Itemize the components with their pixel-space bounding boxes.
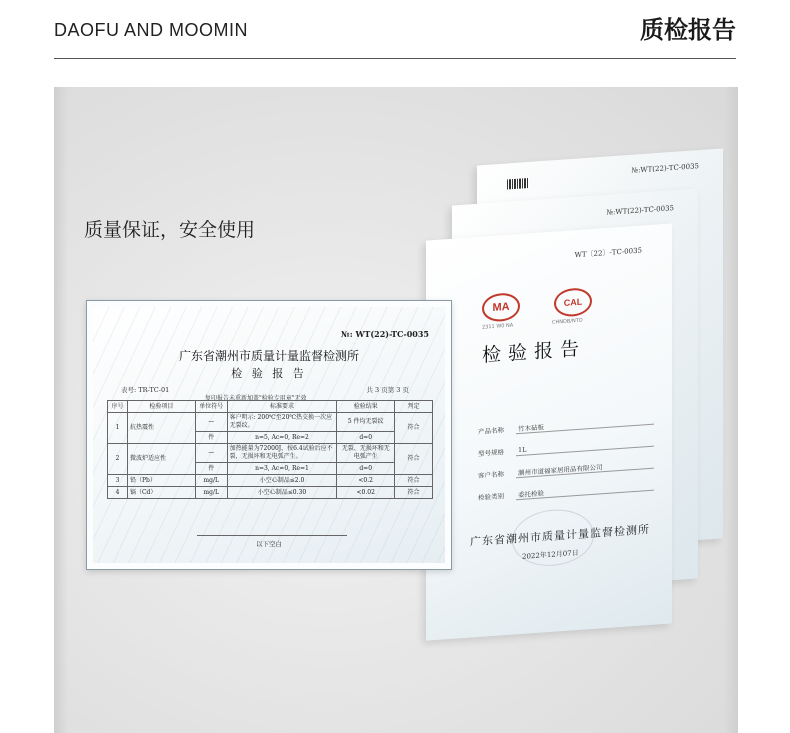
document-number: №: WT(22)-TC-0035 bbox=[341, 329, 429, 339]
table-row bbox=[108, 413, 433, 432]
field-label: 客户名称 bbox=[478, 470, 504, 480]
col-header: 检验项目 bbox=[127, 401, 195, 413]
cell-unit: 件 bbox=[195, 432, 227, 444]
cell-result: d=0 bbox=[337, 432, 395, 444]
report-date: 2022年12月07日 bbox=[522, 548, 579, 561]
col-header: 标准要求 bbox=[227, 401, 337, 413]
cell-result: <0.02 bbox=[337, 487, 395, 499]
field-value: 1L bbox=[518, 445, 527, 455]
framed-report-page bbox=[86, 300, 452, 570]
table-row bbox=[108, 475, 433, 487]
col-header: 单位符号 bbox=[195, 401, 227, 413]
copy-notice: 复印报告未重新加盖"检验专用章"无效 bbox=[205, 395, 307, 402]
cell-verdict: 符合 bbox=[395, 413, 433, 444]
panel-shadow-right bbox=[724, 87, 738, 733]
table-header-row bbox=[108, 401, 433, 413]
cell-item: 微波炉适应性 bbox=[127, 444, 195, 475]
cell-requirement: 小空心制品≤2.0 bbox=[227, 475, 337, 487]
quality-report-photo bbox=[54, 87, 738, 733]
cell-no: 4 bbox=[108, 487, 128, 499]
cma-seal-icon: MA bbox=[482, 292, 520, 323]
end-divider bbox=[197, 535, 347, 536]
cell-no: 2 bbox=[108, 444, 128, 475]
col-header: 判定 bbox=[395, 401, 433, 413]
results-table bbox=[107, 400, 433, 499]
cell-verdict: 符合 bbox=[395, 487, 433, 499]
field-value: 委托检验 bbox=[518, 489, 544, 500]
cell-requirement: n=5, Ac=0, Re=2 bbox=[227, 432, 337, 444]
col-header: 序号 bbox=[108, 401, 128, 413]
field-client bbox=[478, 463, 603, 480]
cell-no: 1 bbox=[108, 413, 128, 444]
panel-shadow-left bbox=[54, 87, 68, 733]
field-label: 型号规格 bbox=[478, 448, 504, 458]
barcode-icon bbox=[507, 178, 529, 190]
section-title: 质检报告 bbox=[640, 16, 736, 44]
brand-name: DAOFU AND MOOMIN bbox=[54, 20, 249, 40]
cell-no: 3 bbox=[108, 475, 128, 487]
cell-unit: mg/L bbox=[195, 487, 227, 499]
document-title: 检 验 报 告 bbox=[231, 367, 307, 380]
cell-verdict: 符合 bbox=[395, 444, 433, 475]
cell-result: 5 件均无裂纹 bbox=[337, 413, 395, 432]
blank-below-text: 以下空白 bbox=[256, 540, 282, 548]
report-title: 检验报告 bbox=[482, 337, 587, 367]
cell-unit: — bbox=[195, 413, 227, 432]
cell-verdict: 符合 bbox=[395, 475, 433, 487]
field-product-name bbox=[478, 423, 544, 436]
field-underline bbox=[516, 446, 654, 457]
cell-item: 抗热震性 bbox=[127, 413, 195, 444]
cma-caption: 2311 W0 NA bbox=[482, 322, 514, 331]
cell-item: 铅（Pb） bbox=[127, 475, 195, 487]
document-institute: 广东省潮州市质量计量监督检测所 bbox=[178, 349, 359, 363]
cell-unit: mg/L bbox=[195, 475, 227, 487]
cell-requirement: 加热能量为72000J，按6.4试验后应不裂，无损坏和无电弧产生。 bbox=[227, 444, 337, 463]
cell-requirement: n=3, Ac=0, Re=1 bbox=[227, 463, 337, 475]
field-label: 检验类别 bbox=[478, 492, 504, 502]
cell-result: <0.2 bbox=[337, 475, 395, 487]
cal-caption: CHNDB/NTO bbox=[552, 317, 583, 326]
col-header: 检验结果 bbox=[337, 401, 395, 413]
cell-unit: 件 bbox=[195, 463, 227, 475]
report-number: WT〔22〕-TC-0035 bbox=[574, 246, 642, 260]
report-page bbox=[93, 307, 445, 563]
cell-requirement: 小空心制品≤0.30 bbox=[227, 487, 337, 499]
table-row bbox=[108, 444, 433, 463]
field-label: 产品名称 bbox=[478, 426, 504, 436]
page-count: 共 3 页第 3 页 bbox=[366, 386, 409, 394]
header-divider bbox=[54, 58, 736, 59]
table-row bbox=[108, 487, 433, 499]
institute-name: 广东省潮州市质量计量监督检测所 bbox=[470, 522, 650, 549]
cell-requirement: 客户明示: 200℃至20℃热交换一次应无裂纹。 bbox=[227, 413, 337, 432]
cell-result: 无裂、无损坏和无电弧产生 bbox=[337, 444, 395, 463]
table-number: 表号: TR-TC-01 bbox=[121, 386, 170, 394]
report-number: №:WT(22)-TC-0035 bbox=[631, 162, 699, 175]
slogan-text: 质量保证，安全使用 bbox=[84, 219, 256, 241]
field-test-type bbox=[478, 489, 544, 502]
cell-item: 镉（Cd） bbox=[127, 487, 195, 499]
cal-seal-icon: CAL bbox=[554, 287, 592, 318]
report-cover-front bbox=[426, 223, 672, 640]
field-model bbox=[478, 445, 527, 458]
field-value: 竹木砧板 bbox=[518, 423, 544, 434]
cell-result: d=0 bbox=[337, 463, 395, 475]
field-value: 潮州市道福家居用品有限公司 bbox=[518, 463, 603, 478]
report-number: №:WT(22)-TC-0035 bbox=[606, 204, 674, 217]
cell-unit: — bbox=[195, 444, 227, 463]
